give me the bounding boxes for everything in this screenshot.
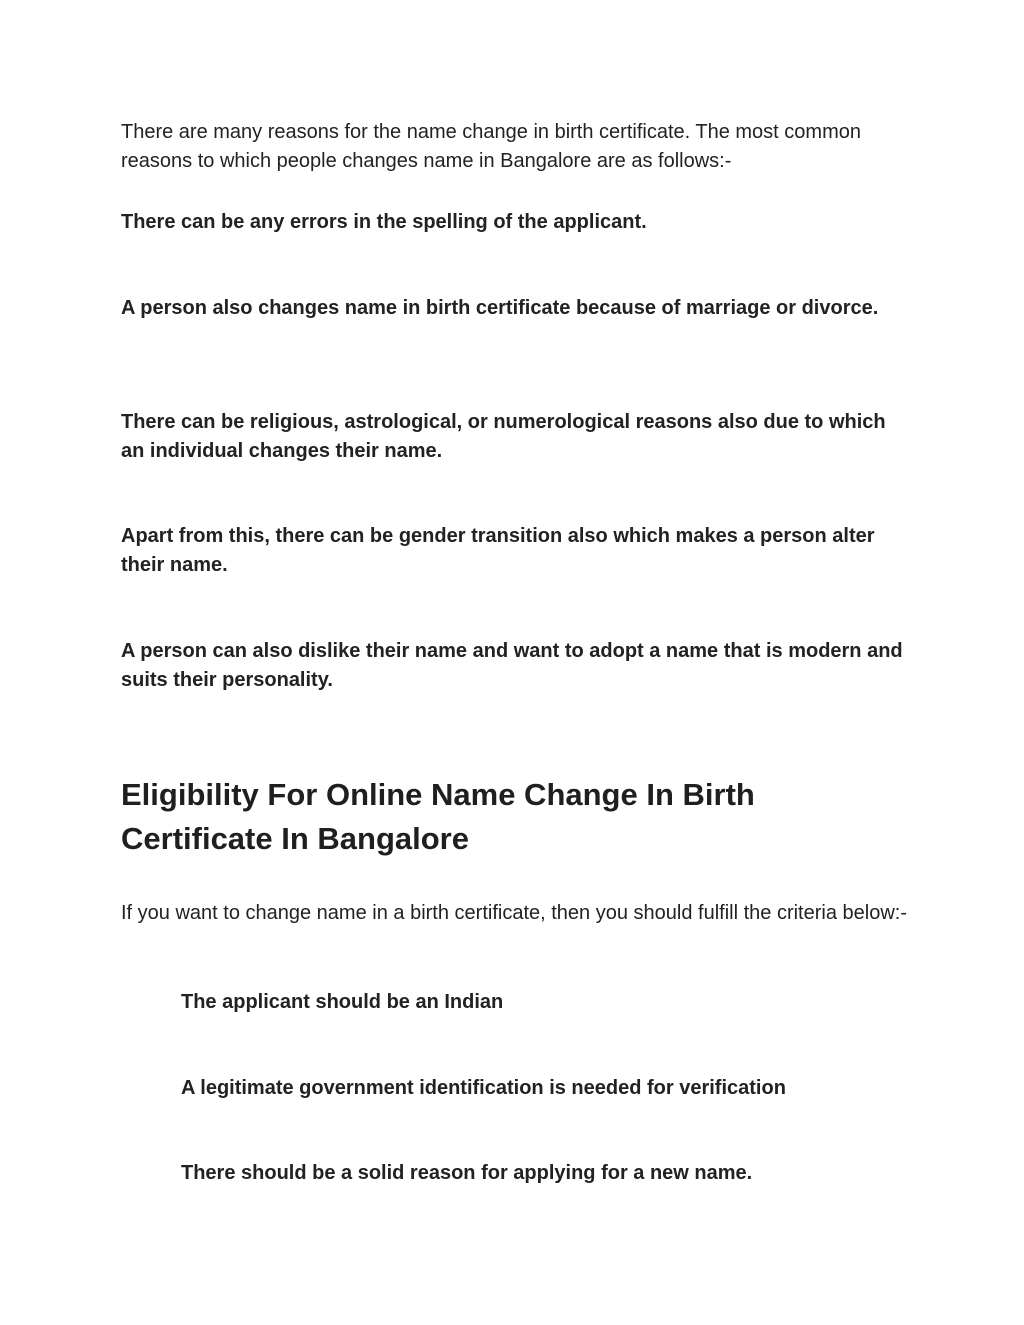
reason-item: A person can also dislike their name and want to adopt a name that is modern and suits their personality. — [121, 640, 903, 691]
criteria-item: A legitimate government identification is needed for verification — [181, 1077, 786, 1099]
criteria-intro-paragraph: If you want to change name in a birth certificate, then you should fulfill the criteria below:- — [121, 902, 907, 924]
reason-item: A person also changes name in birth certificate because of marriage or divorce. — [121, 297, 879, 319]
reason-item: There can be religious, astrological, or numerological reasons also due to which an individual changes their name. — [121, 411, 886, 462]
criteria-item: The applicant should be an Indian — [181, 991, 504, 1013]
section-heading: Eligibility For Online Name Change In Birth Certificate In Bangalore — [121, 777, 755, 856]
criteria-item: There should be a solid reason for applying for a new name. — [181, 1162, 753, 1184]
reason-item: There can be any errors in the spelling of the applicant. — [121, 211, 647, 233]
intro-paragraph: There are many reasons for the name change in birth certificate. The most common reasons to which people changes name in Bangalore are as follows:- — [121, 121, 861, 172]
reason-item: Apart from this, there can be gender transition also which makes a person alter their name. — [121, 525, 875, 576]
